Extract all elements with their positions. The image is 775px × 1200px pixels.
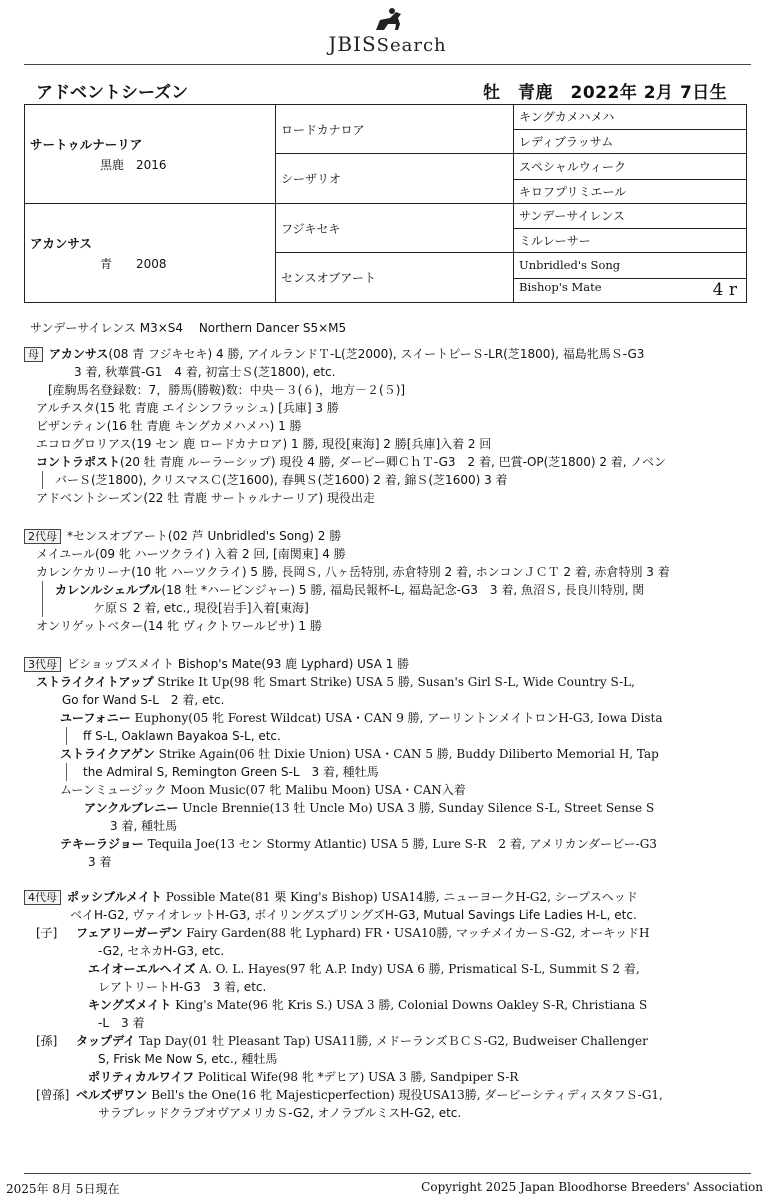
jbis-logo[interactable]: [0, 6, 775, 56]
gen4-gc2-name[interactable]: ポリティカルワイフ: [88, 1070, 195, 1084]
gen4-gc1-cont: S, Frisk Me Now S, etc., 種牡馬: [98, 1052, 278, 1066]
progeny-1[interactable]: アルチスタ(15 牝 青鹿 エイシンフラッシュ) [兵庫] 3 勝: [36, 401, 339, 415]
gen2-progeny-2[interactable]: カレンケカリーナ(10 牝 ハーツクライ) 5 勝, 長岡Ｓ, 八ヶ岳特別, 赤倉特別 2 着, ホンコンＪＣＴ 2 着, 赤倉特別 3 着: [36, 565, 670, 579]
dam-sire-sire[interactable]: サンデーサイレンス: [514, 204, 747, 229]
gen4-c3-name[interactable]: キングズメイト: [88, 998, 172, 1012]
dam-sire-dam[interactable]: ミルレーサー: [514, 228, 747, 253]
gen4-dam-cont: ベイH-G2, ヴァイオレットH-G3, ボイリングスプリングズH-G3, Mutual Savings Life Ladies H-L, etc.: [70, 908, 637, 922]
gen4-c2-cont: レアトリートH-G3 3 着, etc.: [98, 980, 267, 994]
sire-sire-dam[interactable]: レディブラッサム: [514, 129, 747, 154]
horse-name: アドベントシーズン: [36, 83, 189, 103]
dam-dam-sire[interactable]: Unbridled's Song: [514, 253, 747, 279]
gen4-ggc1-record: Bell's the One(16 牝 Majesticperfection) 現役USA13勝, ダービーシティディスタフＳ-G1,: [147, 1088, 663, 1102]
gen3-gc1-record: Euphony(05 牝 Forest Wildcat) USA・CAN 9 勝, アーリントンメイトロンH-G3, Iowa Dista: [130, 711, 663, 725]
gen4-c3-record: King's Mate(96 牝 Kris S.) USA 3 勝, Colonial Downs Oakley S-R, Christiana S: [171, 998, 648, 1012]
gen4-section: [24, 888, 755, 1122]
sire-name[interactable]: サートゥルナーリア: [30, 137, 143, 152]
gen4-gc1-name[interactable]: タップデイ: [76, 1034, 136, 1048]
sire-cell: [25, 105, 276, 204]
dam-detail: 青 2008: [100, 257, 167, 271]
progeny-2[interactable]: ビザンティン(16 牡 青鹿 キングカメハメハ) 1 勝: [36, 419, 302, 433]
great-grandchild-label: [曾孫]: [36, 1088, 70, 1102]
gen4-c2-record: A. O. L. Hayes(97 牝 A.P. Indy) USA 6 勝, Prismatical S-L, Summit S 2 着,: [195, 962, 640, 976]
gen2-grandchild-record: (18 牡 *ハービンジャー) 5 勝, 福島民報杯-L, 福島記念-G3 3 着, 魚沼Ｓ, 長良川特別, 関: [161, 583, 645, 597]
gen4-dam-name[interactable]: ポッシブルメイト: [67, 890, 162, 904]
gen4-ggc1-cont: サラブレッドクラブオヴアメリカＳ-G2, オノラブルミスH-G2, etc.: [98, 1106, 462, 1120]
gen3-gc4-name[interactable]: テキーラジョー: [60, 837, 144, 851]
progeny-4: [24, 453, 755, 471]
gen2-progeny-3[interactable]: オンリゲットベター(14 牝 ヴィクトワールピサ) 1 勝: [36, 619, 322, 633]
progeny-4-name[interactable]: コントラポスト: [36, 455, 121, 469]
gen3-ggc1-name[interactable]: アンクルブレニー: [84, 801, 179, 815]
grandchild-label: [孫]: [36, 1034, 58, 1048]
progeny-3[interactable]: エコログロリアス(19 セン 鹿 ロードカナロア) 1 勝, 現役[東海] 2 勝[兵庫]入着 2 回: [36, 437, 492, 451]
dam-dam-dam[interactable]: Bishop's Mate: [519, 280, 602, 295]
dam-section-name[interactable]: アカンサス: [49, 347, 109, 361]
gen4-dam-record: Possible Mate(81 栗 King's Bishop) USA14勝, ニューヨークH-G2, シープスヘッド: [161, 890, 638, 904]
pedigree-table: [24, 104, 747, 303]
sire-dam-sire[interactable]: スペシャルウィーク: [514, 154, 747, 180]
footer-date: 2025年 8月 5日現在: [6, 1182, 120, 1196]
gen3-c1-record: Strike It Up(98 牝 Smart Strike) USA 5 勝, Susan's Girl S-L, Wide Country S-L,: [153, 675, 635, 689]
header-rule: [24, 64, 751, 65]
gen4-c1-cont: -G2, セネカH-G3, etc.: [98, 944, 225, 958]
dam-sire[interactable]: フジキセキ: [276, 204, 514, 253]
gen4-c1-name[interactable]: フェアリーガーデン: [76, 926, 183, 940]
gen3-gc4-record: Tequila Joe(13 セン Stormy Atlantic) USA 5 勝, Lure S-R 2 着, アメリカンダービー-G3: [143, 837, 657, 851]
gen4-gc2-record: Political Wife(98 牝 *デヒア) USA 3 勝, Sandpiper S-R: [194, 1070, 519, 1084]
gen4-ggc1-name[interactable]: ベルズザワン: [76, 1088, 148, 1102]
gen3-c1-name[interactable]: ストライクイトアップ: [36, 675, 154, 689]
inbreeding-note: サンデーサイレンス M3×S4 Northern Dancer S5×M5: [30, 321, 347, 335]
sire-sire[interactable]: ロードカナロア: [276, 105, 514, 154]
dam-record-cont: 3 着, 秋華賞-G1 4 着, 初富士Ｓ(芝1800), etc.: [74, 365, 336, 379]
dam-tag: 母: [24, 347, 43, 362]
gen2-tag: 2代母: [24, 529, 61, 544]
progeny-4-cont: バーＳ(芝1800), クリスマスＣ(芝1600), 春興Ｓ(芝1600) 2 着, 錦Ｓ(芝1600) 3 着: [42, 471, 755, 489]
gen4-c1-record: Fairy Garden(88 牝 Lyphard) FR・USA10勝, マッチメイカーＳ-G2, オーキッドH: [182, 926, 650, 940]
dam-name[interactable]: アカンサス: [30, 236, 92, 251]
sire-detail: 黒鹿 2016: [100, 158, 167, 172]
sire-dam[interactable]: シーザリオ: [276, 154, 514, 204]
gen3-dam[interactable]: ビショップスメイト Bishop's Mate(93 鹿 Lyphard) USA 1 勝: [67, 657, 410, 671]
gen4-c2-name[interactable]: エイオーエルヘイズ: [88, 962, 196, 976]
gen2-dam[interactable]: *センスオブアート(02 芦 Unbridled's Song) 2 勝: [67, 529, 342, 543]
gen3-gc2-name[interactable]: ストライクアゲン: [60, 747, 155, 761]
gen4-tag: 4代母: [24, 890, 61, 905]
dam-section: [24, 345, 755, 507]
sire-dam-dam[interactable]: キロフプリミエール: [514, 179, 747, 204]
gen3-gc3[interactable]: ムーンミュージック Moon Music(07 牝 Malibu Moon) USA・CAN入着: [60, 783, 466, 797]
progeny-5[interactable]: アドベントシーズン(22 牡 青鹿 サートゥルナーリア) 現役出走: [36, 491, 375, 505]
logo-search: Search: [376, 35, 447, 56]
gen3-gc1-cont: ff S-L, Oaklawn Bayakoa S-L, etc.: [66, 727, 755, 745]
dam-progeny-summary: [産駒馬名登録数：7，勝馬(勝鞍)数：中央－３(６)，地方－２(５)]: [48, 383, 406, 397]
gen3-gc4-cont: 3 着: [88, 855, 112, 869]
sire-sire-sire[interactable]: キングカメハメハ: [514, 105, 747, 130]
gen4-gc1-record: Tap Day(01 牡 Pleasant Tap) USA11勝, メドーランズＢＣＳ-G2, Budweiser Challenger: [135, 1034, 648, 1048]
child-label: [子]: [36, 926, 58, 940]
gen2-grandchild-cont: ケ原Ｓ 2 着, etc., 現役[岩手]入着[東海]: [42, 599, 755, 617]
inbreed-label: 4 r: [712, 280, 737, 301]
footer-copyright: Copyright 2025 Japan Bloodhorse Breeders' Association: [421, 1180, 763, 1194]
gen3-section: [24, 655, 755, 871]
gen3-ggc1-record: Uncle Brennie(13 牡 Uncle Mo) USA 3 勝, Sunday Silence S-L, Street Sense S: [178, 801, 655, 815]
gen3-c1-cont: Go for Wand S-L 2 着, etc.: [62, 693, 225, 707]
horse-info: 牡 青鹿 2022年 2月 7日生: [483, 83, 728, 103]
logo-brand: JBIS: [328, 32, 377, 56]
gen3-tag: 3代母: [24, 657, 61, 672]
progeny-4-record: (20 牡 青鹿 ルーラーシップ) 現役 4 勝, ダービー卿ＣｈＴ-G3 2 着, 巴賞-OP(芝1800) 2 着, ノベン: [120, 455, 666, 469]
gen3-gc2-cont: the Admiral S, Remington Green S-L 3 着, 種牡馬: [66, 763, 755, 781]
dam-record: (08 青 フジキセキ) 4 勝, アイルランドＴ-L(芝2000), スイートピーＳ-LR(芝1800), 福島牝馬Ｓ-G3: [108, 347, 645, 361]
dam-dam-dam-cell: [514, 278, 747, 303]
gen3-ggc1-cont: 3 着, 種牡馬: [110, 819, 178, 833]
gen3-gc1-name[interactable]: ユーフォニー: [60, 711, 131, 725]
gen2-progeny-1[interactable]: メイユール(09 牝 ハーツクライ) 入着 2 回, [南関東] 4 勝: [36, 547, 346, 561]
gen2-section: [24, 527, 755, 635]
gen3-gc2-record: Strike Again(06 牡 Dixie Union) USA・CAN 5 勝, Buddy Diliberto Memorial H, Tap: [154, 747, 659, 761]
dam-cell: [25, 204, 276, 303]
gen2-grandchild-name[interactable]: カレンルシェルブル: [55, 583, 162, 597]
dam-dam[interactable]: センスオブアート: [276, 253, 514, 303]
horse-jockey-icon: [368, 6, 408, 32]
footer-rule: [24, 1173, 751, 1174]
gen4-c3-cont: -L 3 着: [98, 1016, 145, 1030]
